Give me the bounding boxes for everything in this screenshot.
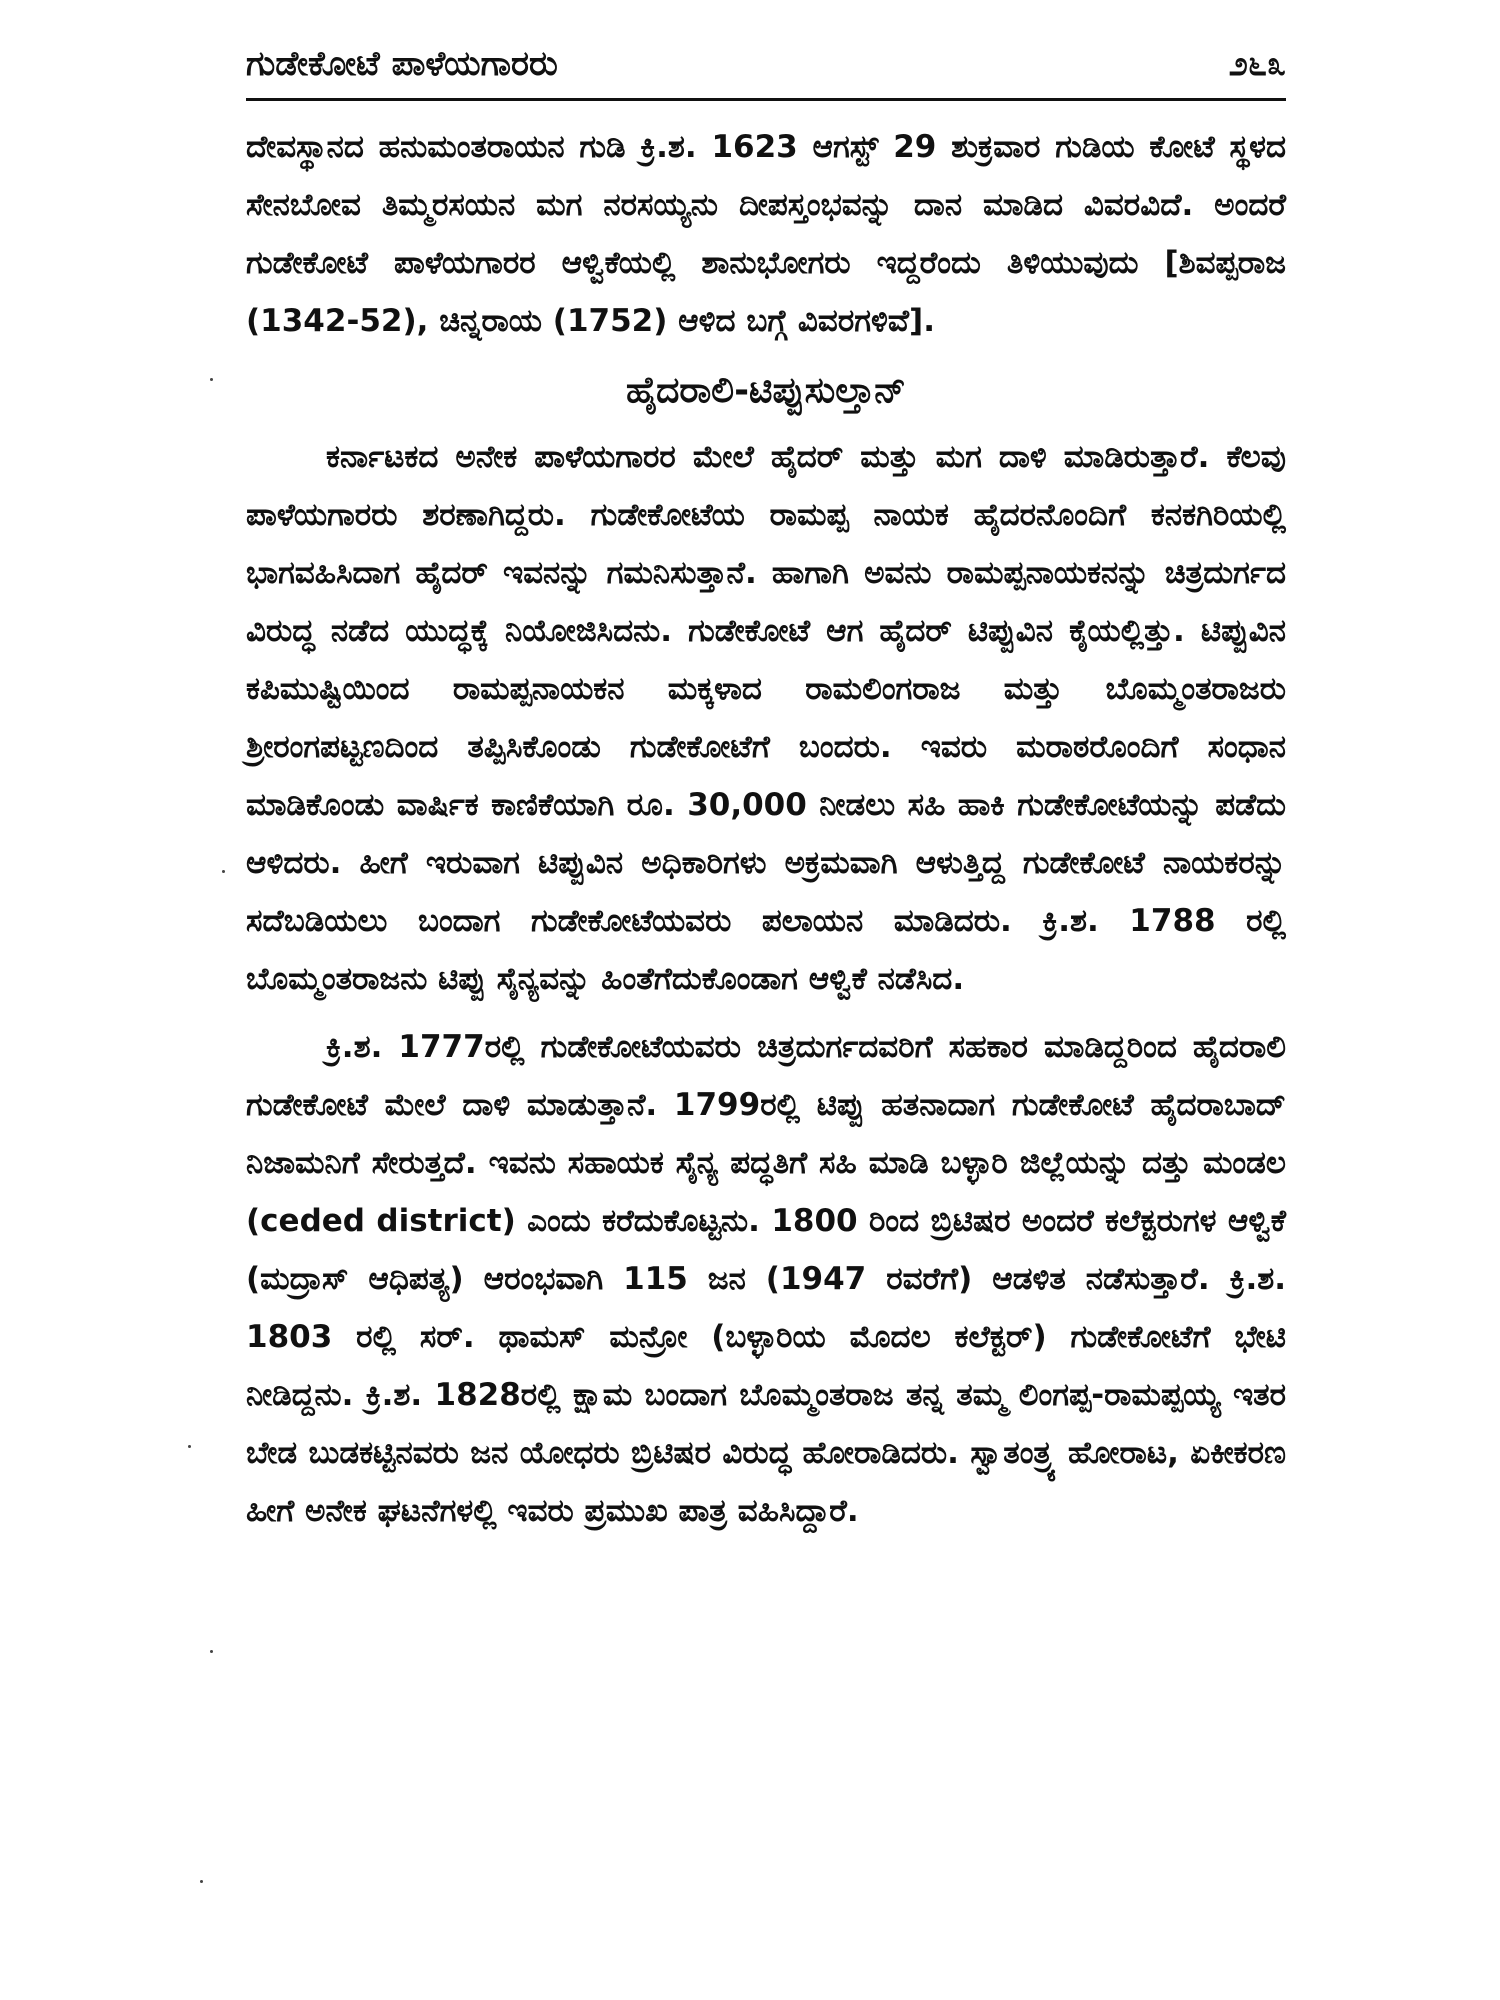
scan-speck: [210, 378, 213, 381]
scan-speck: [210, 1650, 213, 1653]
paragraph-british-rule: ಕ್ರಿ.ಶ. 1777ರಲ್ಲಿ ಗುಡೇಕೋಟೆಯವರು ಚಿತ್ರದುರ್ಗದವರಿಗೆ ಸಹಕಾರ ಮಾಡಿದ್ದರಿಂದ ಹೈದರಾಲಿ ಗುಡೇಕೋಟೆ ಮೇಲೆ ದಾಳಿ ಮಾಡುತ್ತಾನೆ. 1799ರಲ್ಲಿ ಟಿಪ್ಪು ಹತನಾದಾಗ ಗುಡೇಕೋಟೆ ಹೈದರಾಬಾದ್ ನಿಜಾಮನಿಗೆ ಸೇರುತ್ತದೆ. ಇವನು ಸಹಾಯಕ ಸೈನ್ಯ ಪದ್ಧತಿಗೆ ಸಹಿ ಮಾಡಿ ಬಳ್ಳಾರಿ ಜಿಲ್ಲೆಯನ್ನು ದತ್ತು ಮಂಡಲ (ceded district) ಎಂದು ಕರೆದುಕೊಟ್ಟನು. 1800 ರಿಂದ ಬ್ರಿಟಿಷರ ಅಂದರೆ ಕಲೆಕ್ಟರುಗಳ ಆಳ್ವಿಕೆ (ಮದ್ರಾಸ್ ಆಧಿಪತ್ಯ) ಆರಂಭವಾಗಿ 115 ಜನ (1947 ರವರೆಗೆ) ಆಡಳಿತ ನಡೆಸುತ್ತಾರೆ. ಕ್ರಿ.ಶ. 1803 ರಲ್ಲಿ ಸರ್. ಥಾಮಸ್ ಮನ್ರೋ (ಬಳ್ಳಾರಿಯ ಮೊದಲ ಕಲೆಕ್ಟರ್) ಗುಡೇಕೋಟೆಗೆ ಭೇಟಿ ನೀಡಿದ್ದನು. ಕ್ರಿ.ಶ. 1828ರಲ್ಲಿ ಕ್ಷಾಮ ಬಂದಾಗ ಬೊಮ್ಮಂತರಾಜ ತನ್ನ ತಮ್ಮ ಲಿಂಗಪ್ಪ-ರಾಮಪ್ಪಯ್ಯ ಇತರ ಬೇಡ ಬುಡಕಟ್ಟಿನವರು ಜನ ಯೋಧರು ಬ್ರಿಟಿಷರ ವಿರುದ್ಧ ಹೋರಾಡಿದರು. ಸ್ವಾತಂತ್ರ್ಯ ಹೋರಾಟ, ಏಕೀಕರಣ ಹೀಗೆ ಅನೇಕ ಘಟನೆಗಳಲ್ಲಿ ಇವರು ಪ್ರಮುಖ ಪಾತ್ರ ವಹಿಸಿದ್ದಾರೆ.: [246, 1029, 1286, 1529]
running-header: [246, 38, 1286, 101]
scan-speck: [200, 1880, 203, 1883]
section-heading: ಹೈದರಾಲಿ-ಟಿಪ್ಪುಸುಲ್ತಾನ್: [626, 370, 906, 411]
page-number: ೨೬೩: [1228, 44, 1286, 84]
paragraph-hyder-tipu: ಕರ್ನಾಟಕದ ಅನೇಕ ಪಾಳೆಯಗಾರರ ಮೇಲೆ ಹೈದರ್ ಮತ್ತು ಮಗ ದಾಳಿ ಮಾಡಿರುತ್ತಾರೆ. ಕೆಲವು ಪಾಳೆಯಗಾರರು ಶರಣಾಗಿದ್ದರು. ಗುಡೇಕೋಟೆಯ ರಾಮಪ್ಪ ನಾಯಕ ಹೈದರನೊಂದಿಗೆ ಕನಕಗಿರಿಯಲ್ಲಿ ಭಾಗವಹಿಸಿದಾಗ ಹೈದರ್ ಇವನನ್ನು ಗಮನಿಸುತ್ತಾನೆ. ಹಾಗಾಗಿ ಅವನು ರಾಮಪ್ಪನಾಯಕನನ್ನು ಚಿತ್ರದುರ್ಗದ ವಿರುದ್ಧ ನಡೆದ ಯುದ್ಧಕ್ಕೆ ನಿಯೋಜಿಸಿದನು. ಗುಡೇಕೋಟೆ ಆಗ ಹೈದರ್ ಟಿಪ್ಪುವಿನ ಕೈಯಲ್ಲಿತ್ತು. ಟಿಪ್ಪುವಿನ ಕಪಿಮುಷ್ಟಿಯಿಂದ ರಾಮಪ್ಪನಾಯಕನ ಮಕ್ಕಳಾದ ರಾಮಲಿಂಗರಾಜ ಮತ್ತು ಬೊಮ್ಮಂತರಾಜರು ಶ್ರೀರಂಗಪಟ್ಟಣದಿಂದ ತಪ್ಪಿಸಿಕೊಂಡು ಗುಡೇಕೋಟೆಗೆ ಬಂದರು. ಇವರು ಮರಾಠರೊಂದಿಗೆ ಸಂಧಾನ ಮಾಡಿಕೊಂಡು ವಾರ್ಷಿಕ ಕಾಣಿಕೆಯಾಗಿ ರೂ. 30,000 ನೀಡಲು ಸಹಿ ಹಾಕಿ ಗುಡೇಕೋಟೆಯನ್ನು ಪಡೆದು ಆಳಿದರು. ಹೀಗೆ ಇರುವಾಗ ಟಿಪ್ಪುವಿನ ಅಧಿಕಾರಿಗಳು ಅಕ್ರಮವಾಗಿ ಆಳುತ್ತಿದ್ದ ಗುಡೇಕೋಟೆ ನಾಯಕರನ್ನು ಸದೆಬಡಿಯಲು ಬಂದಾಗ ಗುಡೇಕೋಟೆಯವರು ಪಲಾಯನ ಮಾಡಿದರು. ಕ್ರಿ.ಶ. 1788 ರಲ್ಲಿ ಬೊಮ್ಮಂತರಾಜನು ಟಿಪ್ಪು ಸೈನ್ಯವನ್ನು ಹಿಂತೆಗೆದುಕೊಂಡಾಗ ಆಳ್ವಿಕೆ ನಡೆಸಿದ.: [246, 439, 1286, 997]
body-text: [246, 118, 1286, 1540]
scan-speck: [188, 1445, 191, 1448]
header-title: ಗುಡೇಕೋಟೆ ಪಾಳೆಯಗಾರರು: [246, 44, 558, 84]
paragraph-temple-record: ದೇವಸ್ಥಾನದ ಹನುಮಂತರಾಯನ ಗುಡಿ ಕ್ರಿ.ಶ. 1623 ಆಗಸ್ಟ್ 29 ಶುಕ್ರವಾರ ಗುಡಿಯ ಕೋಟೆ ಸ್ಥಳದ ಸೇನಬೋವ ತಿಮ್ಮರಸಯನ ಮಗ ನರಸಯ್ಯನು ದೀಪಸ್ತಂಭವನ್ನು ದಾನ ಮಾಡಿದ ವಿವರವಿದೆ. ಅಂದರೆ ಗುಡೇಕೋಟೆ ಪಾಳೆಯಗಾರರ ಆಳ್ವಿಕೆಯಲ್ಲಿ ಶಾನುಭೋಗರು ಇದ್ದರೆಂದು ತಿಳಿಯುವುದು [ಶಿವಪ್ಪರಾಜ (1342-52), ಚಿನ್ನರಾಯ (1752) ಆಳಿದ ಬಗ್ಗೆ ವಿವರಗಳಿವೆ].: [246, 129, 1286, 339]
scan-speck: [222, 870, 225, 873]
